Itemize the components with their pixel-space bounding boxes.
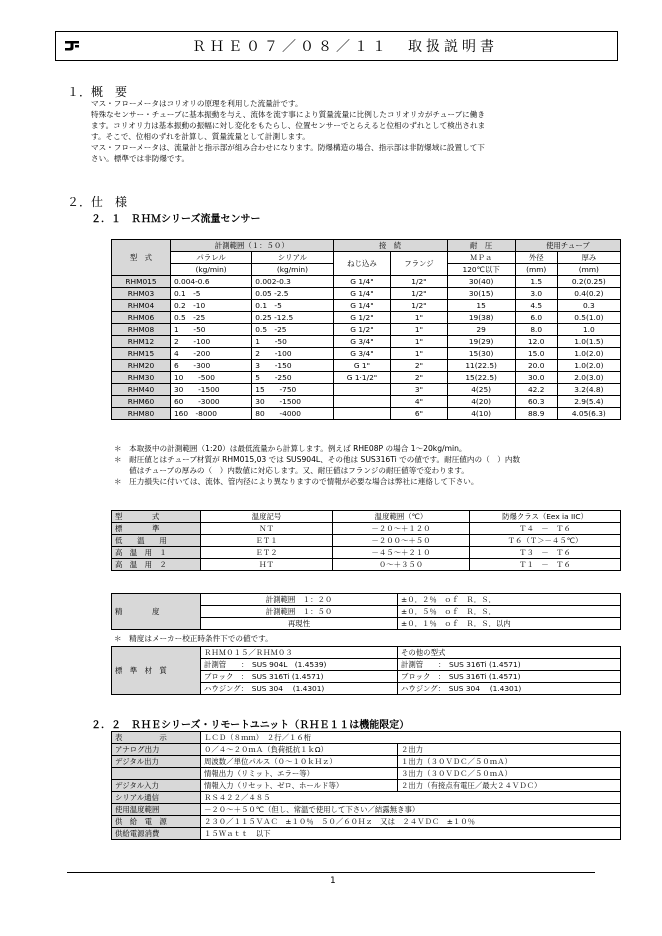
table-row: 使用温度範囲 －２０～＋５０℃（但し、常温で使用して下さい／結露無き事） [112, 804, 621, 816]
table-row: デジタル入力 情報入力（リセット、ゼロ、ホールド等） ２出力（有接点有電圧／最大２４ＶＤＣ） [112, 780, 621, 792]
section-2-heading: ２．仕 様 [67, 195, 128, 209]
table-row: RHM06 0.5 -25 0.25 -12.5 G 1/2" 1" 19(38) 6.0 0.5(1.0) [112, 312, 621, 324]
table-row: RHM04 0.2 -10 0.1 -5 G 1/4" 1/2" 15 4.5 0.3 [112, 300, 621, 312]
table-row: 表 示 ＬＣＤ（８ｍｍ） ２行／１６桁 [112, 732, 621, 744]
page-title: ＲＨＥ０７／０８／１１ 取扱説明書 [192, 39, 498, 55]
remote-unit-table [111, 731, 621, 840]
table-row: RHM60 60 -3000 30 -1500 4" 4(20) 60.3 2.9(5.4) [112, 396, 621, 408]
table-row: RHM30 10 -500 5 -250 G 1·1/2" 2" 15(22.5) 30.0 2.0(3.0) [112, 372, 621, 384]
temperature-class-table: 型 式 温度記号 温度範囲（℃） 防爆クラス（Eex ia IIC） 標 準 ＮＴ －２０～＋１２０ Ｔ４ － Ｔ６ 低 温 用 ＥＴ１ －２００～＋５０ Ｔ６（Ｔ＞－４５℃） 高 温 用 １ ＥＴ２ －４５～＋２１０ Ｔ３ － Ｔ６ 高 温 用 ２ ＨＴ ０～＋３５０ Ｔ１ － Ｔ６ [111, 510, 621, 571]
table-row: RHM12 2 -100 1 -50 G 3/4" 1" 19(29) 12.0 1.0(1.5) [112, 336, 621, 348]
table-row: 供 給 電 源 ２３０／１１５ＶＡＣ ±１０％ ５０／６０Ｈｚ 又は ２４ＶＤＣ ±１０％ [112, 816, 621, 828]
sensor-spec-table: 型 式 計測範囲（１：５０） 接 続 耐 圧 使用チューブ パラレル シリアル ねじ込み フランジ ＭＰａ 外径 厚み (kg/min) (kg/min) 120℃以下 (mm) (mm) RHM015 0.004-0.6 0.002-0.3 G 1/4" 1/2" 30(40) 1.5 0.2(0.25) RHM03 0.1 -5 0.05 -2.5 G 1/4" 1/2" 30(15) 3.0 0.4(0.2) RHM04 0.2 -10 0.1 -5 G 1/4" 1/2" 15 4.5 0.3 RHM06 0.5 -25 0.25 -12.5 G 1/2" 1" 19(38) 6.0 0.5(1.0) RHM08 1 -50 0.5 -25 G 1/2" 1" 29 8.0 1.0 RHM12 2 -100 1 -50 G 3/4" 1" 19(29) 12.0 1.0(1.5) RHM15 4 -200 2 -100 G 3/4" 1" 15(30) 15.0 1.0(2.0) RHM20 6 -300 3 -150 G 1" 2" 11(22.5) 20.0 1.0(2.0) RHM30 10 -500 5 -250 G 1·1/2" 2" 15(22.5) 30.0 2.0(3.0) RHM40 30 -1500 15 -750 3" 4(25) 42.2 3.2(4.8) RHM60 60 -3000 30 -1500 4" 4(20) 60.3 2.9(5.4) RHM80 160 -8000 80 -4000 6" 4(10) 88.9 4.05(6.3) [111, 239, 621, 420]
table-row: アナログ出力 ０／４～２０ｍＡ（負荷抵抗１ｋΩ） ２出力 [112, 744, 621, 756]
table-row: RHM08 1 -50 0.5 -25 G 1/2" 1" 29 8.0 1.0 [112, 324, 621, 336]
notes-block-1: ＊ 本取扱中の計測範囲（1:20）は最低流量から計算します。例えば RHE08P の場合 1～20kg/min。 ＊ 耐圧値とはチューブ材質が RHM015,03 では SUS904L、その他は SUS316Ti での値です。耐圧値内の（ ）内数 値はチューブの厚みの（ ）内数値に対応します。又、耐圧値はフランジの耐圧値等で変わります。 ＊ 圧力損失に付いては、流体、管内径により異なりますので情報が必要な場合は弊社に連絡して下さい。 [114, 444, 521, 486]
table-row: シリアル通信 ＲＳ４２２／４８５ [112, 792, 621, 804]
table-row: 標 準 ＮＴ －２０～＋１２０ Ｔ４ － Ｔ６ [112, 523, 621, 535]
table-row: 低 温 用 ＥＴ１ －２００～＋５０ Ｔ６（Ｔ＞－４５℃） [112, 535, 621, 547]
page-number: 1 [330, 876, 336, 886]
table-row: 高 温 用 １ ＥＴ２ －４５～＋２１０ Ｔ３ － Ｔ６ [112, 547, 621, 559]
table-row: 供給電源消費 １５Ｗａｔｔ 以下 [112, 828, 621, 840]
table-row: RHM80 160 -8000 80 -4000 6" 4(10) 88.9 4.05(6.3) [112, 408, 621, 420]
accuracy-table: 精 度 計測範囲 １：２０ ±０．２％ ｏｆ Ｒ．Ｓ． 計測範囲 １：５０ ±０．５％ ｏｆ Ｒ．Ｓ． 再現性 ±０．１％ ｏｆ Ｒ．Ｓ．以内 [111, 593, 621, 630]
footer-divider [67, 872, 595, 873]
material-table: 標 準 材 質 ＲＨＭ０１５／ＲＨＭ０３ その他の型式 計測管 ： SUS 904L (1.4539) 計測管 ： SUS 316Ti (1.4571) ブロック ： SUS 316Ti (1.4571) ブロック ： SUS 316Ti (1.4571) ハウジング： SUS 304 (1.4301) ハウジング： SUS 304 (1.4301) [111, 646, 621, 695]
table-row: RHM40 30 -1500 15 -750 3" 4(25) 42.2 3.2(4.8) [112, 384, 621, 396]
logo-mark [64, 40, 80, 51]
table-row: RHM03 0.1 -5 0.05 -2.5 G 1/4" 1/2" 30(15) 3.0 0.4(0.2) [112, 288, 621, 300]
sensor-table-body [112, 276, 621, 420]
table-row: 高 温 用 ２ ＨＴ ０～＋３５０ Ｔ１ － Ｔ６ [112, 559, 621, 571]
section-1-body: マス・フローメータはコリオリの原理を利用した流量計です。 特殊なセンサー・チューブに基本振動を与え、流体を流す事により質量流量に比例したコリオリカがチューブに働き ます。コリオリ力は基本振動の振幅に対し変化をもたらし、位置センサーでとらえると位相のずれとして検出されま す。そこで、位相のずれを計算し、質量流量として計測します。 マス・フローメータは、流量計と指示部が組み合わせになります。防爆構造の場合、指示部は非防爆域に設置して下 さい。標準では非防爆です。 [91, 99, 486, 163]
remote-unit-table-body [112, 732, 621, 840]
temperature-table-body [112, 523, 621, 571]
table-row: デジタル出力 周波数／単位パルス（０～１０ｋＨｚ） １出力（３０ＶＤＣ／５０ｍＡ） [112, 756, 621, 768]
accuracy-note: ＊ 精度はメーカー校正時条件下での値です。 [114, 634, 273, 643]
section-2-2-heading: ２．２ ＲＨＥシリーズ・リモートユニット（ＲＨＥ１１は機能限定） [91, 720, 410, 731]
table-row: RHM20 6 -300 3 -150 G 1" 2" 11(22.5) 20.0 1.0(2.0) [112, 360, 621, 372]
section-1-heading: １．概 要 [67, 85, 128, 99]
table-row: RHM15 4 -200 2 -100 G 3/4" 1" 15(30) 15.0 1.0(2.0) [112, 348, 621, 360]
table-row: RHM015 0.004-0.6 0.002-0.3 G 1/4" 1/2" 30(40) 1.5 0.2(0.25) [112, 276, 621, 288]
section-2-1-heading: ２．１ ＲＨＭシリーズ流量センサー [91, 214, 261, 225]
table-row: 情報出力（リミット、エラー等） ３出力（３０ＶＤＣ／５０ｍＡ） [112, 768, 621, 780]
